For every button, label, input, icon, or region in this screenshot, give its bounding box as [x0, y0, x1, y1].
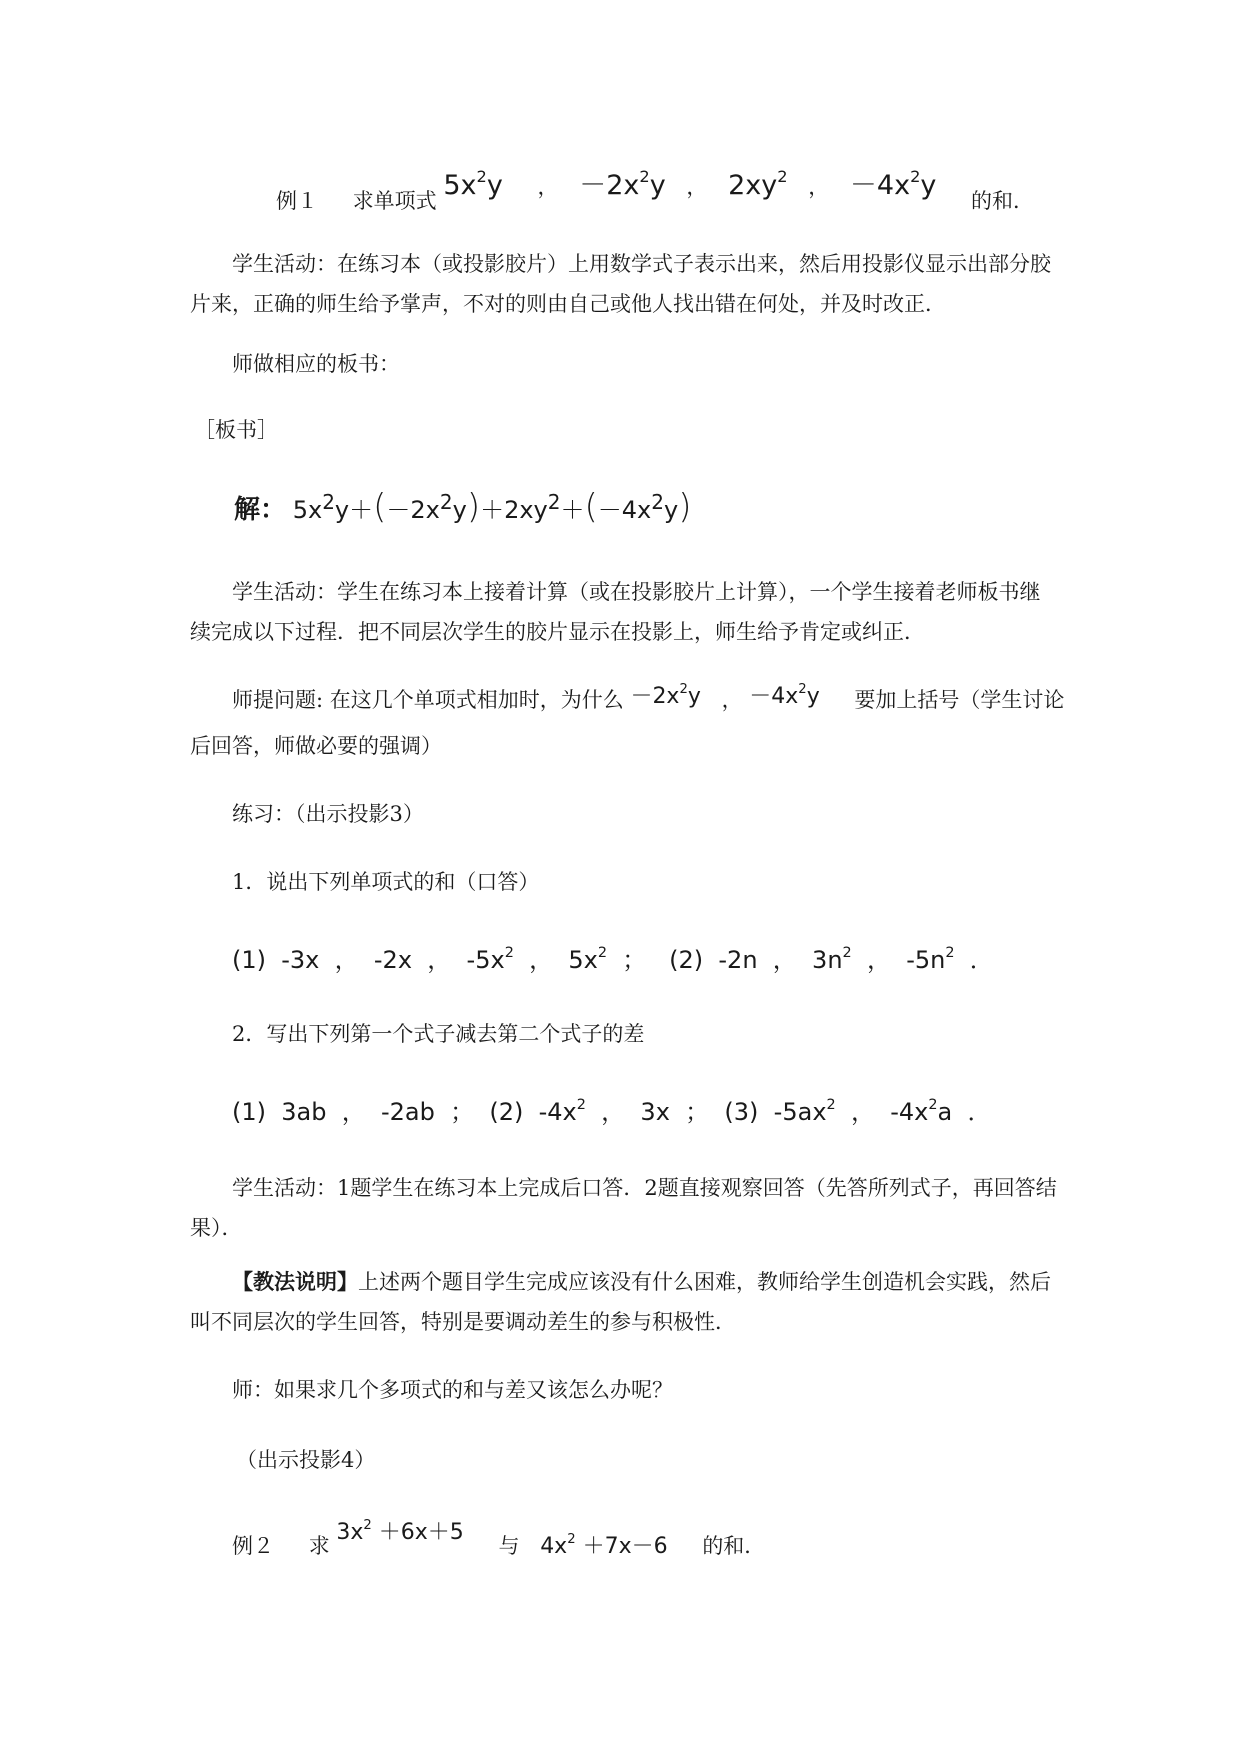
question-suffix-1: 要加上括号（学生讨论 — [854, 688, 1065, 712]
monomial-1: $5x^2y$ — [443, 166, 503, 201]
solution-label: 解： — [234, 495, 287, 525]
question-term-1: $-2x^2y$ — [630, 682, 701, 709]
example-2-suffix: 的和． — [702, 1534, 766, 1558]
teaching-method-note — [190, 1262, 1060, 1342]
separator: ， — [808, 175, 830, 199]
method-tag: 【教法说明】 — [232, 1269, 358, 1294]
student-activity-2: 学生活动：学生在练习本上接着计算（或在投影胶片上计算），一个学生接着老师板书继续完成以下过程．把不同层次学生的胶片显示在投影上，师生给予肯定或纠正． — [190, 580, 1041, 644]
example-1-suffix: 的和． — [971, 189, 1035, 213]
solution-line — [234, 482, 691, 531]
example-1 — [276, 166, 1035, 221]
question-prefix: 师提问题: 在这几个单项式相加时，为什么 — [232, 688, 624, 712]
monomial-2: $-2x^2y$ — [579, 166, 666, 201]
separator: ， — [686, 175, 708, 199]
practice-title: 练习：（出示投影3） — [232, 802, 424, 826]
teacher-board-note: 师做相应的板书： — [232, 352, 400, 376]
student-activity-3: 学生活动：1题学生在练习本上完成后口答．2题直接观察回答（先答所列式子，再回答结果）． — [190, 1176, 1057, 1240]
method-text: 上述两个题目学生完成应该没有什么困难，教师给学生创造机会实践，然后叫不同层次的学生回答，特别是要调动差生的参与积极性． — [190, 1270, 1051, 1334]
separator: ， — [721, 688, 743, 712]
example-2-label: 例２ — [232, 1534, 274, 1558]
example-1-prefix: 求单项式 — [352, 189, 437, 213]
teacher-question-line2: 后回答，师做必要的强调） — [190, 734, 442, 758]
show-projection-4: （出示投影4） — [236, 1448, 376, 1472]
teacher-question-2: 师：如果求几个多项式的和与差又该怎么办呢？ — [232, 1378, 673, 1402]
practice-1-title: 1．说出下列单项式的和（口答） — [232, 870, 540, 894]
question-term-2: $-4x^2y$ — [749, 682, 820, 709]
example-2-prefix: 求 — [308, 1534, 330, 1558]
board-label: ［板书］ — [194, 418, 278, 442]
separator: ， — [537, 175, 559, 199]
student-activity-1: 学生活动：在练习本（或投影胶片）上用数学式子表示出来，然后用投影仪显示出部分胶片来，正确的师生给予掌声，不对的则由自己或他人找出错在何处，并及时改正． — [190, 252, 1051, 316]
example-2 — [232, 1518, 766, 1567]
polynomial-2: $4x^2 +7x-6$ — [540, 1532, 668, 1559]
polynomial-1: $3x^2 +6x+5$ — [336, 1518, 464, 1545]
practice-1-expression: (1) -3x ， -2x ， $-5x^2$ ， $5x^2$ ； (2) -2n ， $3n^2$ ， $-5n^2$ ． — [232, 945, 994, 974]
monomial-4: $-4x^2y$ — [849, 166, 937, 201]
example-1-label: 例１ — [276, 189, 318, 213]
practice-2-expression: (1) 3ab ， -2ab ； (2) $-4x^2$ ， 3x ； (3) $-5ax^2$ ， $-4x^2a$ ． — [232, 1097, 992, 1126]
monomial-3: $2xy^2$ — [728, 166, 788, 201]
example-2-mid: 与 — [498, 1534, 520, 1558]
teacher-question-line1 — [232, 680, 1064, 721]
practice-2-title: 2．写出下列第一个式子减去第二个式子的差 — [232, 1022, 645, 1046]
solution-expression: $5x^2y+(-2x^2y)+2xy^2+(-4x^2y)$ — [292, 487, 692, 527]
